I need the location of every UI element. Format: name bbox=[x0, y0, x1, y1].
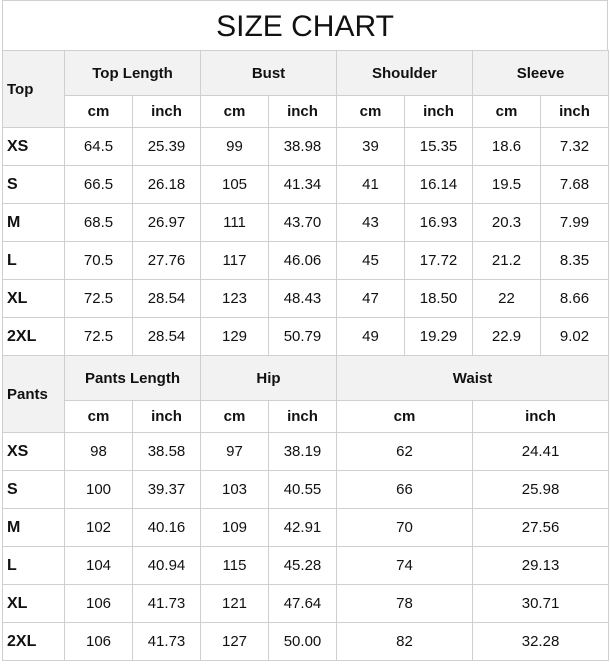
table-cell: 19.29 bbox=[405, 318, 473, 356]
top-unit-header: cm bbox=[201, 96, 269, 128]
table-cell: 9.02 bbox=[541, 318, 609, 356]
table-cell: 103 bbox=[201, 471, 269, 509]
size-label: S bbox=[3, 471, 65, 509]
table-cell: 38.58 bbox=[133, 433, 201, 471]
table-cell: 16.14 bbox=[405, 166, 473, 204]
table-row bbox=[3, 433, 609, 471]
table-cell: 99 bbox=[201, 128, 269, 166]
table-cell: 68.5 bbox=[65, 204, 133, 242]
table-cell: 40.94 bbox=[133, 547, 201, 585]
table-cell: 42.91 bbox=[269, 509, 337, 547]
top-group-header-row bbox=[3, 51, 609, 96]
table-cell: 41.73 bbox=[133, 623, 201, 661]
table-cell: 97 bbox=[201, 433, 269, 471]
table-cell: 41 bbox=[337, 166, 405, 204]
table-cell: 27.56 bbox=[473, 509, 609, 547]
table-cell: 78 bbox=[337, 585, 473, 623]
table-cell: 47.64 bbox=[269, 585, 337, 623]
size-label: XL bbox=[3, 585, 65, 623]
table-row bbox=[3, 280, 609, 318]
table-row bbox=[3, 318, 609, 356]
table-cell: 123 bbox=[201, 280, 269, 318]
table-cell: 41.73 bbox=[133, 585, 201, 623]
table-row bbox=[3, 623, 609, 661]
top-unit-header: inch bbox=[541, 96, 609, 128]
table-cell: 40.55 bbox=[269, 471, 337, 509]
table-cell: 7.68 bbox=[541, 166, 609, 204]
size-chart bbox=[2, 0, 608, 661]
top-unit-header: inch bbox=[133, 96, 201, 128]
top-group-header: Shoulder bbox=[337, 51, 473, 96]
size-label: L bbox=[3, 242, 65, 280]
table-cell: 111 bbox=[201, 204, 269, 242]
table-cell: 17.72 bbox=[405, 242, 473, 280]
pants-group-header: Pants Length bbox=[65, 356, 201, 401]
table-cell: 109 bbox=[201, 509, 269, 547]
top-unit-header: inch bbox=[405, 96, 473, 128]
pants-unit-header: cm bbox=[201, 401, 269, 433]
table-cell: 39 bbox=[337, 128, 405, 166]
table-cell: 19.5 bbox=[473, 166, 541, 204]
pants-group-header: Waist bbox=[337, 356, 609, 401]
size-label: 2XL bbox=[3, 318, 65, 356]
table-row bbox=[3, 242, 609, 280]
table-cell: 39.37 bbox=[133, 471, 201, 509]
table-cell: 45.28 bbox=[269, 547, 337, 585]
top-unit-header: cm bbox=[65, 96, 133, 128]
pants-unit-row bbox=[3, 401, 609, 433]
table-cell: 22.9 bbox=[473, 318, 541, 356]
table-cell: 40.16 bbox=[133, 509, 201, 547]
table-cell: 66 bbox=[337, 471, 473, 509]
top-group-header: Bust bbox=[201, 51, 337, 96]
table-row bbox=[3, 585, 609, 623]
table-row bbox=[3, 547, 609, 585]
top-group-header: Sleeve bbox=[473, 51, 609, 96]
table-cell: 8.66 bbox=[541, 280, 609, 318]
size-label: M bbox=[3, 204, 65, 242]
table-cell: 43 bbox=[337, 204, 405, 242]
table-row bbox=[3, 509, 609, 547]
table-row bbox=[3, 166, 609, 204]
table-cell: 106 bbox=[65, 585, 133, 623]
table-cell: 38.98 bbox=[269, 128, 337, 166]
pants-unit-header: cm bbox=[337, 401, 473, 433]
table-cell: 129 bbox=[201, 318, 269, 356]
pants-unit-header: inch bbox=[133, 401, 201, 433]
table-cell: 48.43 bbox=[269, 280, 337, 318]
size-label: XS bbox=[3, 128, 65, 166]
table-cell: 26.97 bbox=[133, 204, 201, 242]
table-cell: 70 bbox=[337, 509, 473, 547]
table-cell: 115 bbox=[201, 547, 269, 585]
top-unit-row bbox=[3, 96, 609, 128]
table-cell: 100 bbox=[65, 471, 133, 509]
table-cell: 64.5 bbox=[65, 128, 133, 166]
top-unit-header: cm bbox=[337, 96, 405, 128]
table-cell: 104 bbox=[65, 547, 133, 585]
table-cell: 72.5 bbox=[65, 318, 133, 356]
table-cell: 41.34 bbox=[269, 166, 337, 204]
table-cell: 24.41 bbox=[473, 433, 609, 471]
size-label: S bbox=[3, 166, 65, 204]
table-row bbox=[3, 204, 609, 242]
pants-section-label: Pants bbox=[3, 356, 65, 433]
table-cell: 127 bbox=[201, 623, 269, 661]
table-cell: 102 bbox=[65, 509, 133, 547]
table-cell: 15.35 bbox=[405, 128, 473, 166]
table-cell: 38.19 bbox=[269, 433, 337, 471]
table-cell: 18.6 bbox=[473, 128, 541, 166]
table-cell: 66.5 bbox=[65, 166, 133, 204]
pants-unit-header: cm bbox=[65, 401, 133, 433]
table-cell: 22 bbox=[473, 280, 541, 318]
chart-title: SIZE CHART bbox=[2, 0, 608, 50]
table-cell: 70.5 bbox=[65, 242, 133, 280]
size-label: XL bbox=[3, 280, 65, 318]
table-cell: 98 bbox=[65, 433, 133, 471]
table-cell: 28.54 bbox=[133, 318, 201, 356]
table-cell: 50.79 bbox=[269, 318, 337, 356]
pants-group-header: Hip bbox=[201, 356, 337, 401]
table-cell: 46.06 bbox=[269, 242, 337, 280]
table-cell: 21.2 bbox=[473, 242, 541, 280]
pants-group-header-row bbox=[3, 356, 609, 401]
table-cell: 7.99 bbox=[541, 204, 609, 242]
table-cell: 26.18 bbox=[133, 166, 201, 204]
table-cell: 117 bbox=[201, 242, 269, 280]
table-cell: 72.5 bbox=[65, 280, 133, 318]
table-cell: 82 bbox=[337, 623, 473, 661]
table-cell: 74 bbox=[337, 547, 473, 585]
table-row bbox=[3, 128, 609, 166]
table-cell: 105 bbox=[201, 166, 269, 204]
top-group-header: Top Length bbox=[65, 51, 201, 96]
table-cell: 16.93 bbox=[405, 204, 473, 242]
table-cell: 28.54 bbox=[133, 280, 201, 318]
table-cell: 121 bbox=[201, 585, 269, 623]
table-row bbox=[3, 471, 609, 509]
table-cell: 49 bbox=[337, 318, 405, 356]
top-section-label: Top bbox=[3, 51, 65, 128]
size-label: M bbox=[3, 509, 65, 547]
size-label: 2XL bbox=[3, 623, 65, 661]
table-cell: 25.98 bbox=[473, 471, 609, 509]
table-cell: 106 bbox=[65, 623, 133, 661]
top-unit-header: cm bbox=[473, 96, 541, 128]
table-cell: 62 bbox=[337, 433, 473, 471]
table-cell: 45 bbox=[337, 242, 405, 280]
table-cell: 18.50 bbox=[405, 280, 473, 318]
table-cell: 43.70 bbox=[269, 204, 337, 242]
size-label: L bbox=[3, 547, 65, 585]
table-cell: 29.13 bbox=[473, 547, 609, 585]
table-cell: 8.35 bbox=[541, 242, 609, 280]
top-unit-header: inch bbox=[269, 96, 337, 128]
pants-unit-header: inch bbox=[473, 401, 609, 433]
table-cell: 32.28 bbox=[473, 623, 609, 661]
table-cell: 50.00 bbox=[269, 623, 337, 661]
size-label: XS bbox=[3, 433, 65, 471]
table-cell: 30.71 bbox=[473, 585, 609, 623]
size-table bbox=[2, 50, 609, 661]
table-cell: 47 bbox=[337, 280, 405, 318]
pants-unit-header: inch bbox=[269, 401, 337, 433]
table-cell: 27.76 bbox=[133, 242, 201, 280]
table-cell: 20.3 bbox=[473, 204, 541, 242]
table-cell: 25.39 bbox=[133, 128, 201, 166]
table-cell: 7.32 bbox=[541, 128, 609, 166]
